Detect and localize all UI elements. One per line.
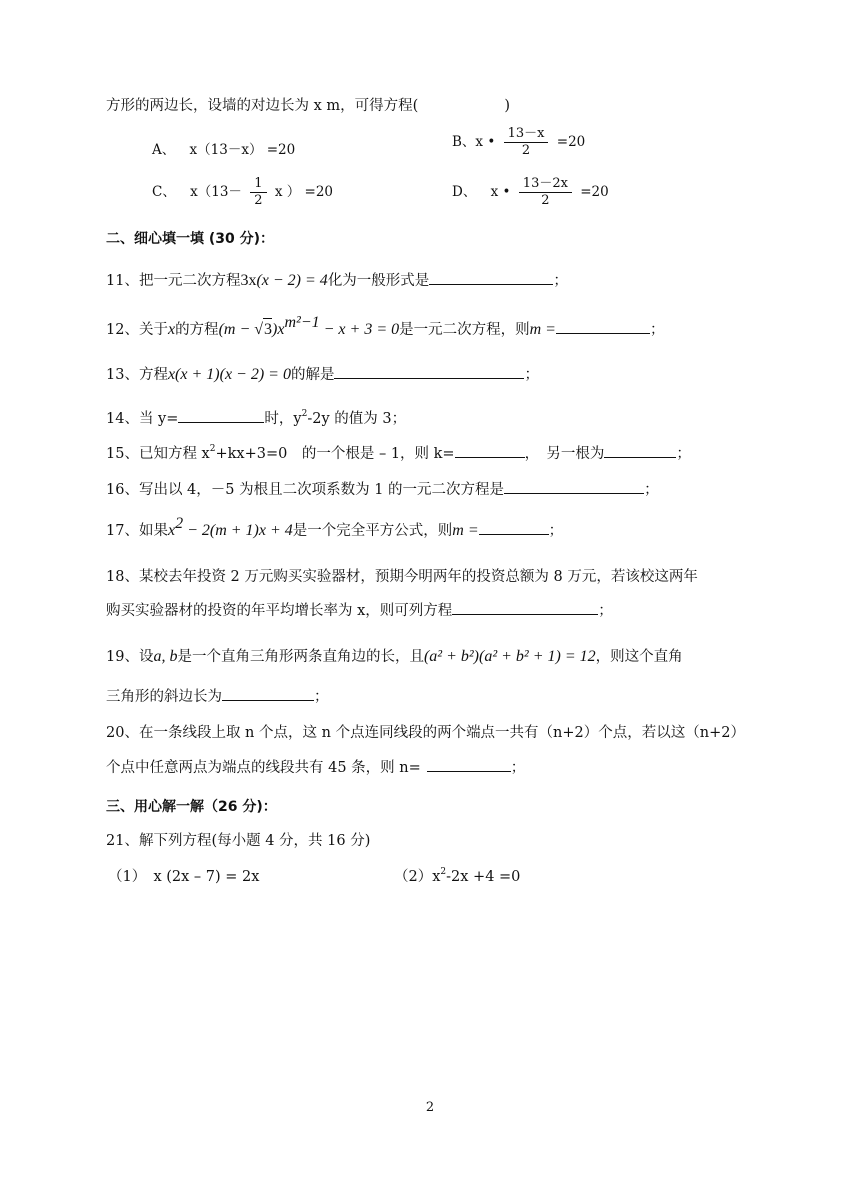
q12-text-b: 的方程	[175, 322, 219, 338]
q21-p2-text-b: -2x +4 =0	[446, 869, 521, 885]
option-a-text: x（13－x） =20	[189, 142, 296, 158]
q17-math-m: m =	[452, 522, 479, 539]
q19-math-equation: (a² + b²)(a² + b² + 1) = 12	[423, 648, 596, 665]
option-d-fraction	[519, 176, 572, 209]
option-c-denominator: 2	[254, 193, 263, 208]
option-c-label: C、	[152, 184, 176, 200]
question-21-part-2	[394, 866, 520, 888]
intro-line	[106, 95, 510, 117]
option-d-denominator: 2	[541, 193, 550, 208]
q15-root-blank[interactable]	[604, 443, 676, 458]
option-c-numerator: 1	[250, 176, 266, 193]
q17-math-x: x	[167, 522, 176, 539]
q19-text-line2: 三角形的斜边长为	[106, 689, 222, 705]
q12-end: ；	[649, 322, 665, 338]
q13-math: x(x + 1)(x − 2) = 0	[167, 366, 291, 383]
q12-sqrt-value: 3	[263, 318, 272, 341]
option-b-numerator: 13－x	[504, 126, 549, 143]
q19-end: ；	[314, 689, 329, 705]
q19-text-b: 是一个直角三角形两条直角边的长，且	[177, 649, 424, 665]
section-3-heading: 三、用心解一解（26 分)：	[106, 799, 277, 815]
option-a-label: A、	[152, 142, 176, 158]
question-21-title: 21、解下列方程(每小题 4 分，共 16 分)	[106, 833, 371, 849]
option-d-tail: =20	[580, 184, 609, 200]
question-11	[106, 270, 568, 292]
q16-text-a: 16、写出以 4，－5 为根且二次项系数为 1 的一元二次方程是	[106, 482, 505, 498]
q17-math: − 2(m + 1)x + 4	[183, 522, 293, 539]
q17-text-b: 是一个完全平方公式，则	[292, 523, 453, 539]
option-b-fraction	[504, 126, 549, 159]
q11-math: (x − 2) = 4	[256, 272, 328, 289]
question-13	[106, 364, 539, 386]
question-15	[106, 443, 691, 465]
q13-text-a: 13、方程	[106, 367, 168, 383]
q16-end: ；	[644, 482, 659, 498]
q14-superscript: 2	[301, 409, 308, 419]
q15-end: ；	[676, 446, 691, 462]
option-d-numerator: 13－2x	[519, 176, 572, 193]
option-d-label: D、	[452, 184, 477, 200]
q14-text-b: 时，y	[264, 411, 302, 427]
q20-end: ；	[510, 760, 526, 776]
q18-answer-blank[interactable]	[452, 600, 598, 615]
q17-answer-blank[interactable]	[479, 520, 549, 535]
q12-math-3: − x + 3 = 0	[319, 321, 400, 338]
option-d-pre: x •	[490, 184, 511, 200]
q13-answer-blank[interactable]	[334, 364, 524, 379]
question-20-line-1: 20、在一条线段上取 n 个点，这 n 个点连同线段的两个端点一共有（n+2）个点，若以这（n+2）	[106, 725, 745, 741]
q12-text-c: 是一元二次方程，则	[399, 322, 530, 338]
option-b-tail: =20	[556, 134, 586, 150]
q12-sqrt-sign: √	[254, 321, 264, 338]
q20-text: 个点中任意两点为端点的线段共有 45 条，则 n=	[106, 760, 421, 776]
q19-text-a: 19、设	[106, 649, 154, 665]
question-19-line-1	[106, 646, 683, 668]
question-19-line-2	[106, 686, 329, 708]
q11-text-a: 11、把一元二次方程	[106, 273, 241, 289]
question-18-line-1: 18、某校去年投资 2 万元购买实验器材，预期今明两年的投资总额为 8 万元，若该校这两年	[106, 569, 698, 585]
q17-text-a: 17、如果	[106, 523, 168, 539]
q12-var-x: x	[167, 321, 176, 338]
page-number: 2	[425, 1100, 435, 1115]
question-14	[106, 408, 406, 430]
q14-answer-blank[interactable]	[178, 408, 264, 423]
q21-p2-superscript: 2	[440, 867, 447, 877]
option-c-pre: x（13－	[190, 184, 242, 200]
q17-end: ；	[548, 523, 564, 539]
intro-text: 方形的两边长，设墙的对边长为 x m，可得方程(	[106, 98, 419, 114]
option-d	[452, 176, 609, 209]
q14-text-a: 14、当 y=	[106, 411, 179, 427]
q12-math-2: )x	[272, 321, 285, 338]
q17-superscript: 2	[175, 515, 184, 532]
intro-close: )	[504, 98, 510, 114]
q12-text-a: 12、关于	[106, 322, 168, 338]
q21-p2-text-a: （2）x	[394, 869, 441, 885]
option-b-label: B、x •	[452, 134, 496, 150]
q16-answer-blank[interactable]	[504, 479, 644, 494]
option-c	[152, 176, 333, 209]
q15-text-c: ， 另一根为	[524, 446, 605, 462]
section-2-heading: 二、细心填一填 (30 分)：	[106, 231, 275, 247]
q13-end: ；	[524, 367, 539, 383]
q15-text-a: 15、已知方程 x	[106, 446, 210, 462]
q18-text: 购买实验器材的投资的年平均增长率为 x，则可列方程	[106, 603, 453, 619]
q11-math-coef: 3x	[240, 272, 257, 289]
q14-text-c: -2y 的值为 3；	[307, 411, 407, 427]
question-17	[106, 515, 564, 542]
q12-exponent: m²−1	[284, 314, 320, 331]
question-20-line-2	[106, 757, 525, 779]
q12-math-4: m =	[529, 321, 556, 338]
q15-k-blank[interactable]	[455, 443, 525, 458]
question-16	[106, 479, 659, 501]
q15-text-b: +kx+3=0 的一个根是 – 1，则 k=	[215, 446, 455, 462]
q19-text-c: ，则这个直角	[595, 649, 683, 665]
option-b-denominator: 2	[521, 143, 531, 158]
question-18-line-2	[106, 600, 613, 622]
question-21-part-1: （1） x (2x – 7) = 2x	[108, 869, 260, 885]
q15-superscript: 2	[209, 444, 216, 454]
option-b	[452, 126, 585, 159]
q19-math-ab: a, b	[153, 648, 178, 665]
q12-answer-blank[interactable]	[556, 319, 650, 334]
q19-answer-blank[interactable]	[222, 686, 314, 701]
question-12	[106, 314, 665, 341]
option-a	[152, 138, 295, 158]
q20-answer-blank[interactable]	[427, 757, 511, 772]
q11-end: ；	[553, 273, 568, 289]
q11-answer-blank[interactable]	[429, 270, 553, 285]
option-c-post: x ） =20	[274, 184, 333, 200]
q13-text-b: 的解是	[290, 367, 335, 383]
q18-end: ；	[598, 603, 613, 619]
option-c-fraction	[250, 176, 266, 209]
q12-math-1: (m −	[218, 321, 255, 338]
q11-text-b: 化为一般形式是	[327, 273, 430, 289]
